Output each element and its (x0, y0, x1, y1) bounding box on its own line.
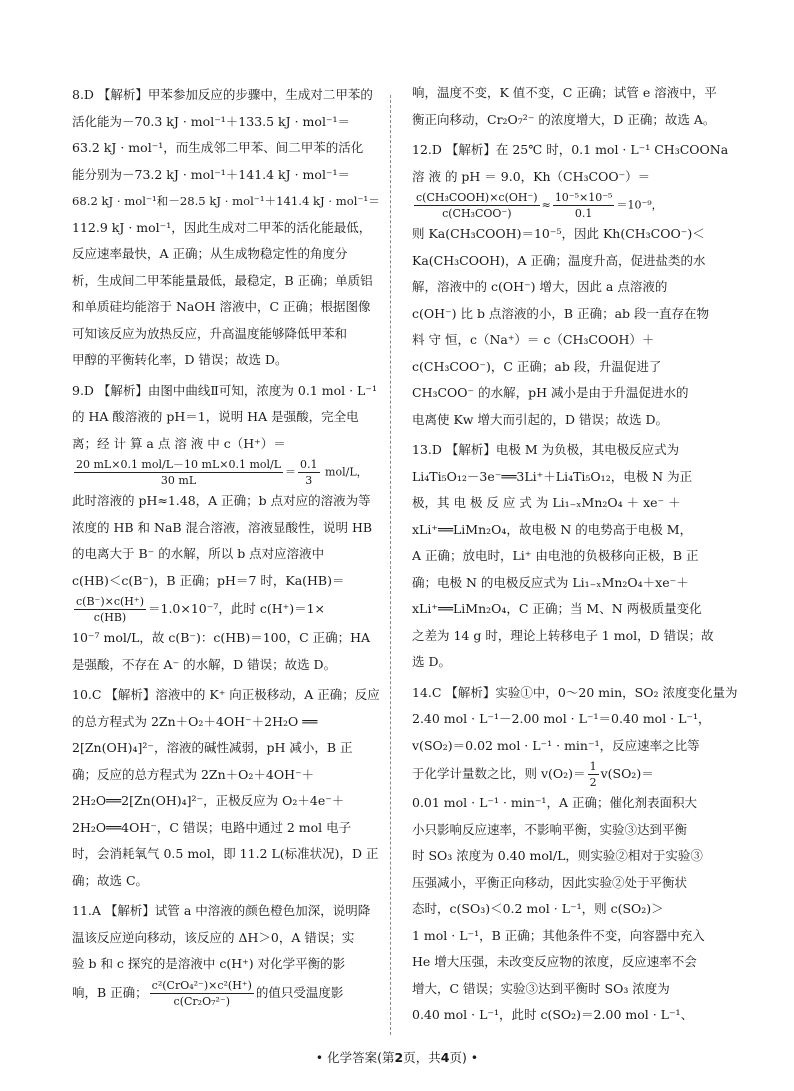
approx-sign: ≈ (541, 198, 551, 212)
text-line: 态时，c(SO₃)＜0.2 mol · L⁻¹，则 c(SO₂)＞ (412, 901, 664, 916)
text-line: 压强减小，平衡正向移动，因此实验②处于平衡状 (412, 874, 688, 890)
text-line: 衡正向移动，Cr₂O₇²⁻ 的浓度增大，D 正确；故选 A。 (412, 111, 716, 127)
text-line: 确；电极 N 的电极反应式为 Li₁₋ₓMn₂O₄＋xe⁻＋ (412, 574, 689, 590)
text-line: 0.40 mol · L⁻¹，此时 c(SO₂)＝2.00 mol · L⁻¹、 (412, 1007, 694, 1022)
footer-middle: 页，共 (403, 1050, 441, 1065)
text-line: c(CH₃COO⁻)，C 正确；ab 段，升温促进了 (412, 358, 662, 374)
footer-suffix: 页) • (449, 1050, 479, 1065)
text-line: 溶 液 的 pH ＝ 9.0，Kh（CH₃COO⁻）＝ (412, 168, 651, 184)
fraction (74, 594, 146, 625)
formula-tail: mol/L， (321, 465, 368, 479)
text-line: 活化能为－70.3 kJ · mol⁻¹＋133.5 kJ · mol⁻¹＝ (72, 113, 351, 129)
text-line: 2.40 mol · L⁻¹－2.00 mol · L⁻¹＝0.40 mol · L⁻¹， (412, 711, 711, 726)
answer-14 (412, 680, 740, 1029)
page-footer (0, 1048, 794, 1066)
text-line: 解，溶液中的 c(OH⁻) 增大，因此 a 点溶液的 (412, 279, 668, 294)
formula-tail: ＝10⁻⁹， (616, 198, 663, 212)
text-line: 的电离大于 B⁻ 的水解，所以 b 点对应溶液中 (72, 546, 325, 561)
answer-9 (72, 378, 400, 679)
text-line: c(OH⁻) 比 b 点溶液的小，B 正确；ab 段一直存在物 (412, 305, 710, 321)
text-line: 确；反应的总方程式为 2Zn＋O₂＋4OH⁻＋ (72, 766, 315, 782)
text-line: xLi⁺══LiMn₂O₄，C 正确；当 M、N 两极质量变化 (412, 601, 702, 616)
fraction-numerator: 0.1 (300, 458, 318, 471)
text-line: 63.2 kJ · mol⁻¹，而生成邻二甲苯、间二甲苯的活化 (72, 140, 364, 155)
text-line: 小只影响反应速率，不影响平衡，实验③达到平衡 (412, 821, 688, 837)
fraction-denominator: c(HB) (93, 611, 127, 624)
text-line: 选 D。 (412, 654, 451, 669)
equals-sign: ＝ (285, 465, 297, 479)
text-line: 10⁻⁷ mol/L，故 c(B⁻)：c(HB)＝100，C 正确；HA (72, 630, 371, 645)
formula-line (412, 759, 740, 790)
fraction-numerator: 1 (589, 760, 597, 773)
text-line: He 增大压强，未改变反应物的浓度，反应速率不会 (412, 954, 697, 969)
fraction-denominator: 2 (589, 776, 597, 789)
fraction-numerator: 20 mL×0.1 mol/L－10 mL×0.1 mol/L (76, 458, 282, 471)
footer-total-pages: 4 (440, 1050, 450, 1065)
text-line: 温该反应逆向移动，该反应的 ΔH＞0，A 错误；实 (72, 929, 355, 945)
text-line: 增大，C 错误；实验③达到平衡时 SO₃ 浓度为 (412, 980, 670, 996)
text-line: 2[Zn(OH)₄]²⁻，溶液的碱性减弱，pH 减小，B 正 (72, 740, 353, 755)
text-line: 10.C 【解析】溶液中的 K⁺ 向正极移动，A 正确；反应 (72, 687, 380, 702)
answer-11-continued (412, 80, 740, 133)
fraction-denominator: 30 mL (160, 474, 197, 487)
text-line: 8.D 【解析】甲苯参加反应的步骤中，生成对二甲苯的 (72, 87, 373, 102)
text-line: 可知该反应为放热反应，升高温度能够降低甲苯和 (72, 325, 348, 341)
answer-13 (412, 437, 740, 676)
text-line: 时 SO₃ 浓度为 0.40 mol/L，则实验②相对于实验③ (412, 848, 703, 863)
formula-line (72, 457, 400, 488)
text-line: c(HB)＜c(B⁻)，B 正确；pH＝7 时，Ka(HB)＝ (72, 572, 345, 588)
text-line: 的 HA 酸溶液的 pH＝1，说明 HA 是强酸，完全电 (72, 409, 359, 424)
text-line: 0.01 mol · L⁻¹ · min⁻¹，A 正确；催化剂表面积大 (412, 795, 697, 810)
text-line: 之差为 14 g 时，理论上转移电子 1 mol，D 错误；故 (412, 627, 714, 643)
fraction-numerator: c²(CrO₄²⁻)×c²(H⁺) (151, 978, 252, 992)
answer-8 (72, 82, 400, 374)
text-line: xLi⁺══LiMn₂O₄，故电极 N 的电势高于电极 M， (412, 521, 693, 537)
formula-line (412, 190, 740, 221)
fraction (588, 759, 599, 790)
text-line: 2H₂O══2[Zn(OH)₄]²⁻，正极反应为 O₂＋4e⁻＋ (72, 793, 345, 808)
text-line: 确；故选 C。 (72, 872, 149, 888)
text-line: 1 mol · L⁻¹，B 正确；其他条件不变，向容器中充入 (412, 927, 705, 943)
text-line: CH₃COO⁻ 的水解，pH 减小是由于升温促进水的 (412, 385, 689, 400)
text-line: 和单质硅均能溶于 NaOH 溶液中，C 正确；根据图像 (72, 299, 371, 314)
text-line: 13.D 【解析】电极 M 为负极，其电极反应式为 (412, 442, 680, 457)
fraction-numerator: c(B⁻)×c(H⁺) (76, 595, 144, 608)
formula-tail: ＝1.0×10⁻⁷，此时 c(H⁺)＝1× (148, 601, 326, 616)
text-line: v(SO₂)＝0.02 mol · L⁻¹ · min⁻¹，反应速率之比等 (412, 737, 700, 753)
text-line: 反应速率最快，A 正确；从生成物稳定性的角度分 (72, 246, 348, 261)
fraction-denominator: 0.1 (574, 207, 593, 220)
text-line: 的总方程式为 2Zn＋O₂＋4OH⁻＋2H₂O ══ (72, 713, 318, 729)
text-line: 112.9 kJ · mol⁻¹，因此生成对二甲苯的活化能最低， (72, 219, 372, 235)
fraction (74, 457, 283, 488)
fraction (553, 190, 615, 221)
text-line: 甲醇的平衡转化率，D 错误；故选 D。 (72, 352, 288, 367)
text-line: 14.C 【解析】实验①中，0～20 min，SO₂ 浓度变化量为 (412, 684, 738, 700)
column-divider (390, 95, 391, 1035)
text-line: Li₄Ti₅O₁₂－3e⁻══3Li⁺＋Li₄Ti₅O₁₂，电极 N 为正 (412, 468, 693, 484)
text-line: 验 b 和 c 探究的是溶液中 c(H⁺) 对化学平衡的影 (72, 956, 346, 971)
text-line: 11.A 【解析】试管 a 中溶液的颜色橙色加深，说明降 (72, 903, 371, 918)
right-column (412, 80, 740, 1033)
text-line: 2H₂O══4OH⁻，C 错误；电路中通过 2 mol 电子 (72, 819, 352, 835)
footer-page-number: 2 (394, 1050, 404, 1065)
text-line: 料 守 恒，c（Na⁺）＝ c（CH₃COOH）＋ (412, 332, 655, 347)
fraction-denominator: c(CH₃COO⁻) (442, 207, 512, 220)
text-line: 12.D 【解析】在 25℃ 时，0.1 mol · L⁻¹ CH₃COONa (412, 142, 729, 157)
left-column (72, 82, 400, 1013)
answer-11 (72, 898, 400, 1009)
fraction (150, 978, 254, 1009)
text-line: 则 Ka(CH₃COOH)＝10⁻⁵，因此 Kh(CH₃COO⁻)＜ (412, 226, 705, 241)
formula-prefix: 于化学计量数之比，则 v(O₂)＝ (412, 766, 586, 781)
formula-line (72, 594, 400, 625)
formula-tail: 的值只受温度影 (255, 984, 344, 1000)
fraction-denominator: c(Cr₂O₇²⁻) (173, 994, 231, 1008)
text-line: 能分别为－73.2 kJ · mol⁻¹＋141.4 kJ · mol⁻¹＝ (72, 166, 351, 182)
text-line: 离；经 计 算 a 点 溶 液 中 c（H⁺）＝ (72, 435, 286, 451)
text-line: 极，其 电 极 反 应 式 为 Li₁₋ₓMn₂O₄ ＋ xe⁻ ＋ (412, 495, 681, 510)
text-line: 时，会消耗氧气 0.5 mol，即 11.2 L(标准状况)，D 正 (72, 846, 379, 861)
text-line: A 正确；放电时，Li⁺ 由电池的负极移向正极，B 正 (412, 548, 699, 563)
text-line: 析，生成间二甲苯能量最低，最稳定，B 正确；单质铝 (72, 272, 373, 288)
text-line: 电离使 Kw 增大而引起的，D 错误；故选 D。 (412, 411, 668, 427)
fraction-numerator: c(CH₃COOH)×c(OH⁻) (416, 191, 538, 204)
formula-tail: v(SO₂)＝ (600, 766, 654, 781)
answer-10 (72, 682, 400, 894)
answer-12 (412, 137, 740, 433)
formula-line (72, 978, 400, 1009)
text-line: Ka(CH₃COOH)，A 正确；温度升高，促进盐类的水 (412, 252, 706, 268)
fraction (414, 190, 540, 221)
text-line: 是强酸，不存在 A⁻ 的水解，D 错误；故选 D。 (72, 656, 337, 672)
fraction-numerator: 10⁻⁵×10⁻⁵ (554, 191, 613, 204)
fraction (298, 457, 320, 488)
text-line: 响，温度不变，K 值不变，C 正确；试管 e 溶液中，平 (412, 85, 717, 100)
text-line: 此时溶液的 pH≈1.48，A 正确；b 点对应的溶液为等 (72, 493, 371, 508)
text-line: 9.D 【解析】由图中曲线Ⅱ可知，浓度为 0.1 mol · L⁻¹ (72, 382, 377, 398)
formula-prefix: 响，B 正确； (72, 984, 148, 1000)
text-line: 68.2 kJ · mol⁻¹和－28.5 kJ · mol⁻¹＋141.4 kJ · mol⁻¹＝ (72, 194, 380, 208)
footer-prefix: • 化学答案(第 (315, 1050, 395, 1065)
fraction-denominator: 3 (305, 474, 313, 487)
text-line: 浓度的 HB 和 NaB 混合溶液，溶液显酸性，说明 HB (72, 519, 373, 535)
